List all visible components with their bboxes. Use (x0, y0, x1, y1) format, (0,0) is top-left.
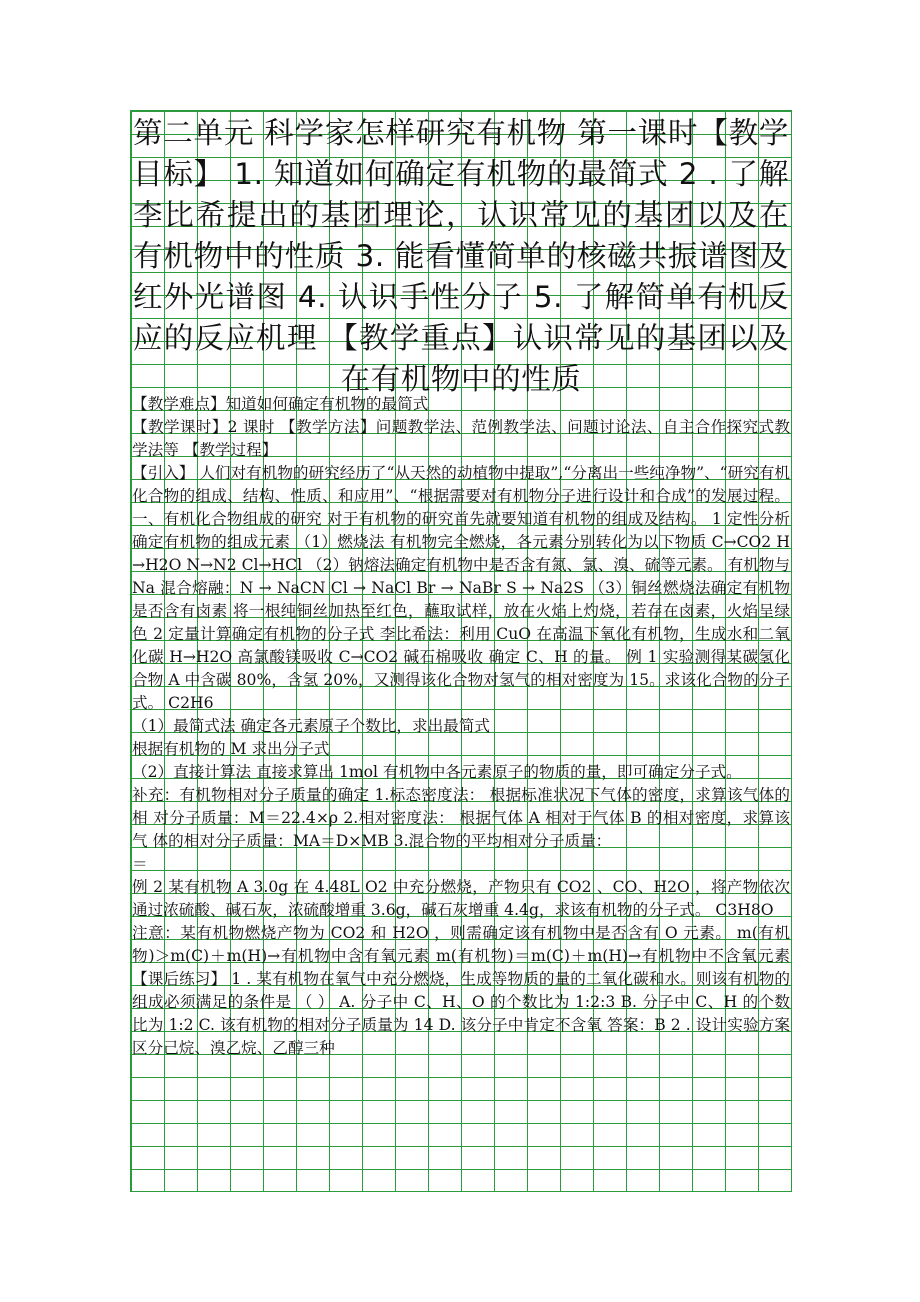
document-body (131, 393, 791, 1060)
title-block (131, 111, 791, 396)
paragraph-simplest-formula-method: （1）最简式法 确定各元素原子个数比，求出最简式 (132, 717, 490, 735)
paragraph-molecular-formula-from-m: 根据有机物的 M 求出分子式 (132, 740, 330, 758)
document-title: 第二单元 科学家怎样研究有机物 第一课时【教学目标】 1. 知道如何确定有机物的最简式 2 . 了解李比希提出的基团理论，认识常见的基团以及在有机物中的性质 3. 能看懂简单的核磁共振谱图及红外光谱图 4. 认识手性分子 5. 了解简单有机反应的反应机理 【教学重点】认识常见的基团以及在有机物中的性质 (133, 116, 789, 396)
paragraph-note-and-exercises: 注意：某有机物燃烧产物为 CO2 和 H2O ，则需确定该有机物中是否含有 O 元素。 m(有机物)＞m(C)＋m(H)→有机物中含有氧元素 m(有机物)＝m(C)＋m(H)→有机物中不含氧元素 【课后练习】 1 . 某有机物在氧气中充分燃烧，生成等物质的量的二氧化碳和水。则该有机物的组成必须满足的条件是 （ ） A. 分子中 C、H、O 的个数比为 1:2:3 B. 分子中 C、H 的个数比为 1:2 C. 该有机物的相对分子质量为 14 D. 该分子中肯定不含氧 答案：B 2 . 设计实验方案区分己烷、溴乙烷、乙醇三种 (132, 924, 790, 1057)
paragraph-teaching-difficulty: 【教学难点】知道如何确定有机物的最简式 (132, 395, 429, 413)
document-page (130, 110, 792, 1192)
paragraph-introduction: 【引入】 人们对有机物的研究经历了“从天然的动植物中提取”,“分离出一些纯净物”、“研究有机化合物的组成、结构、性质、和应用”、“根据需要对有机物分子进行设计和合成”的发展过程。 一、有机化合物组成的研究 对于有机物的研究首先就要知道有机物的组成及结构。 1 定性分析确定有机物的组成元素 （1）燃烧法 有机物完全燃烧，各元素分别转化为以下物质 C→CO2 H→H2O N→N2 Cl→HCl （2）钠熔法确定有机物中是否含有氮、氯、溴、硫等元素。 有机物与 Na 混合熔融：N → NaCN Cl → NaCl Br → NaBr S → Na2S （3）铜丝燃烧法确定有机物是否含有卤素 将一根纯铜丝加热至红色，蘸取试样，放在火焰上灼烧，若存在卤素，火焰呈绿色 2 定量计算确定有机物的分子式 李比希法：利用 CuO 在高温下氧化有机物，生成水和二氧化碳 H→H2O 高氯酸镁吸收 C→CO2 碱石棉吸收 确定 C、H 的量。 例 1 实验测得某碳氢化合物 A 中含碳 80%，含氢 20%，又测得该化合物对氢气的相对密度为 15。求该化合物的分子式。 C2H6 (132, 464, 790, 712)
paragraph-supplement: 补充：有机物相对分子质量的确定 1.标态密度法： 根据标准状况下气体的密度，求算该气体的相 对分子质量：M＝22.4×ρ 2.相对密度法： 根据气体 A 相对于气体 B 的相对密度，求算该气 体的相对分子质量：MA＝D×MB 3.混合物的平均相对分子质量： (132, 786, 790, 850)
paragraph-equals: ＝ (132, 855, 148, 873)
paragraph-example-2: 例 2 某有机物 A 3.0g 在 4.48L O2 中充分燃烧，产物只有 CO2 、CO、H2O ，将产物依次通过浓硫酸、碱石灰，浓硫酸增重 3.6g，碱石灰增重 4.4g，求该有机物的分子式。 C3H8O (132, 878, 790, 919)
paragraph-direct-calculation: （2）直接计算法 直接求算出 1mol 有机物中各元素原子的物质的量，即可确定分子式。 (132, 763, 742, 781)
paragraph-teaching-hours: 【教学课时】2 课时 【教学方法】问题教学法、范例教学法、问题讨论法、自主合作探究式教学法等 【教学过程】 (132, 418, 790, 459)
